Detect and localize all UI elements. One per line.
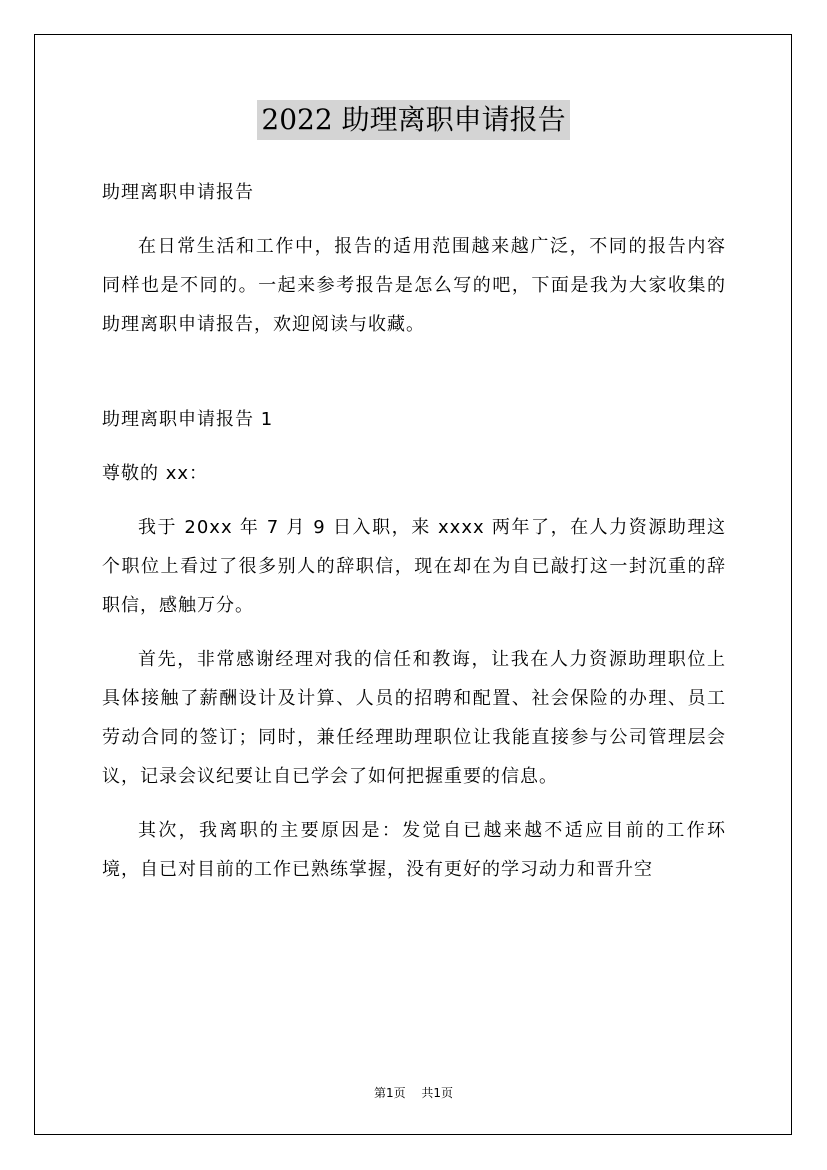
document-body xyxy=(102,173,726,904)
body-paragraph: 我于 20xx 年 7 月 9 日入职，来 xxxx 两年了，在人力资源助理这个职位上看过了很多别人的辞职信，现在却在为自已敲打这一封沉重的辞职信，感触万分。 xyxy=(102,517,726,616)
section-heading: 助理离职申请报告 xyxy=(102,182,254,203)
page-number: 第1页 xyxy=(373,1086,406,1100)
document-title: 2022 助理离职申请报告 xyxy=(257,100,569,140)
report-heading: 助理离职申请报告 1 xyxy=(102,409,274,430)
title-container xyxy=(0,100,827,140)
intro-paragraph: 在日常生活和工作中，报告的适用范围越来越广泛，不同的报告内容同样也是不同的。一起来参考报告是怎么写的吧，下面是我为大家收集的助理离职申请报告，欢迎阅读与收藏。 xyxy=(102,236,726,335)
page-footer xyxy=(0,1084,827,1101)
salutation: 尊敬的 xx： xyxy=(102,463,209,484)
body-paragraph: 首先，非常感谢经理对我的信任和教诲，让我在人力资源助理职位上具体接触了薪酬设计及计算、人员的招聘和配置、社会保险的办理、员工劳动合同的签订；同时，兼任经理助理职位让我能直接参与公司管理层会议，记录会议纪要让自已学会了如何把握重要的信息。 xyxy=(102,649,726,787)
page-total: 共1页 xyxy=(421,1086,454,1100)
body-paragraph: 其次，我离职的主要原因是：发觉自已越来越不适应目前的工作环境，自已对目前的工作已熟练掌握，没有更好的学习动力和晋升空 xyxy=(102,820,726,880)
spacer xyxy=(102,359,726,400)
